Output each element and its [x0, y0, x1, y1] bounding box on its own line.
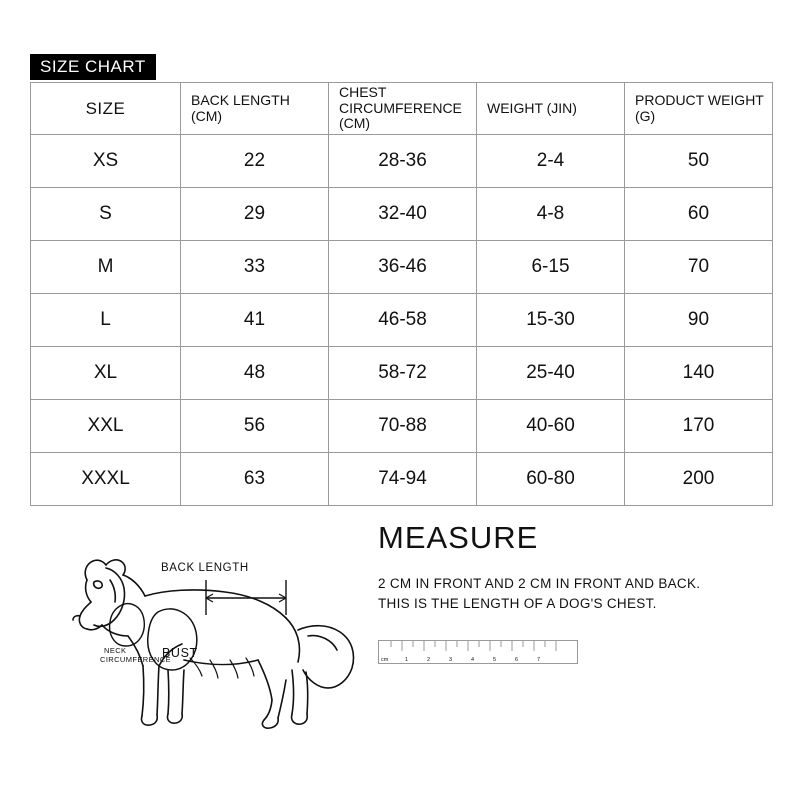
cell-weight: 4-8: [477, 188, 625, 241]
ruler-unit-label: cm: [381, 657, 389, 663]
dog-head-outline: [85, 560, 106, 580]
cell-weight: 60-80: [477, 453, 625, 506]
cell-product-weight: 70: [625, 241, 773, 294]
table-row: [31, 241, 773, 294]
cell-chest: 70-88: [329, 400, 477, 453]
cell-back-length: 48: [181, 347, 329, 400]
ruler-tick-5: 5: [493, 657, 497, 663]
column-header-chest-line1: CHEST: [339, 84, 387, 100]
table-row: [31, 400, 773, 453]
measure-title: MEASURE: [378, 520, 539, 555]
ruler-tick-7: 7: [537, 657, 541, 663]
table-body: [31, 135, 773, 506]
bust-label: BUST: [162, 646, 198, 660]
column-header-chest-circumference: [329, 83, 477, 135]
ruler-tick-3: 3: [449, 657, 453, 663]
cell-back-length: 41: [181, 294, 329, 347]
table-row: [31, 453, 773, 506]
column-header-back-length-line2: (CM): [191, 107, 223, 124]
cell-size: S: [31, 188, 181, 241]
cell-weight: 6-15: [477, 241, 625, 294]
table-row: [31, 347, 773, 400]
size-table-container: [30, 82, 772, 506]
column-header-product-weight-line2: (G): [635, 107, 656, 124]
measure-line-2: THIS IS THE LENGTH OF A DOG'S CHEST.: [378, 595, 657, 611]
neck-circumference-label-line2: CIRCUMFERENCE: [100, 655, 172, 664]
column-header-back-length: [181, 83, 329, 135]
column-header-weight: [477, 83, 625, 135]
column-header-chest-line2: CIRCUMFERENCE: [339, 99, 462, 116]
cell-weight: 40-60: [477, 400, 625, 453]
ruler-tick-4: 4: [471, 657, 475, 663]
cell-chest: 74-94: [329, 453, 477, 506]
dog-measurement-diagram: [40, 520, 370, 755]
table-row: [31, 294, 773, 347]
size-chart-tag: SIZE CHART: [30, 54, 156, 80]
table-row: [31, 188, 773, 241]
cell-product-weight: 90: [625, 294, 773, 347]
cell-size: M: [31, 241, 181, 294]
cell-chest: 46-58: [329, 294, 477, 347]
cell-product-weight: 50: [625, 135, 773, 188]
cell-back-length: 56: [181, 400, 329, 453]
table-row: [31, 135, 773, 188]
cell-size: XL: [31, 347, 181, 400]
table-header: [31, 83, 773, 135]
cell-chest: 58-72: [329, 347, 477, 400]
ruler-tick-6: 6: [515, 657, 519, 663]
ruler-tick-1: 1: [405, 657, 409, 663]
column-header-weight-label: WEIGHT (JIN): [487, 99, 577, 116]
cell-back-length: 33: [181, 241, 329, 294]
column-header-chest-line3: (CM): [339, 115, 371, 132]
cell-product-weight: 60: [625, 188, 773, 241]
measure-text-block: [378, 520, 778, 663]
back-length-measure-line: [206, 580, 286, 615]
cell-back-length: 29: [181, 188, 329, 241]
cell-chest: 32-40: [329, 188, 477, 241]
table-header-row: [31, 83, 773, 135]
column-header-product-weight-line1: PRODUCT WEIGHT: [635, 91, 764, 108]
cell-back-length: 22: [181, 135, 329, 188]
neck-circumference-measure-loop: [110, 604, 145, 646]
column-header-product-weight: [625, 83, 773, 135]
cell-weight: 2-4: [477, 135, 625, 188]
cell-weight: 15-30: [477, 294, 625, 347]
neck-circumference-label-line1: NECK: [104, 646, 127, 655]
cell-weight: 25-40: [477, 347, 625, 400]
cell-size: L: [31, 294, 181, 347]
cell-chest: 28-36: [329, 135, 477, 188]
cell-chest: 36-46: [329, 241, 477, 294]
cell-product-weight: 170: [625, 400, 773, 453]
cell-product-weight: 200: [625, 453, 773, 506]
column-header-back-length-line1: BACK LENGTH: [191, 91, 290, 108]
size-table: [30, 82, 773, 506]
column-header-size: [31, 83, 181, 135]
ruler-tick-2: 2: [427, 657, 431, 663]
column-header-size-label: SIZE: [85, 98, 126, 118]
back-length-label: BACK LENGTH: [161, 562, 249, 574]
ruler-icon: [378, 640, 578, 670]
cell-size: XXXL: [31, 453, 181, 506]
cell-back-length: 63: [181, 453, 329, 506]
cell-size: XS: [31, 135, 181, 188]
cell-product-weight: 140: [625, 347, 773, 400]
measurement-guide-section: [0, 505, 800, 800]
cell-size: XXL: [31, 400, 181, 453]
measure-line-1: 2 CM IN FRONT AND 2 CM IN FRONT AND BACK.: [378, 576, 701, 591]
